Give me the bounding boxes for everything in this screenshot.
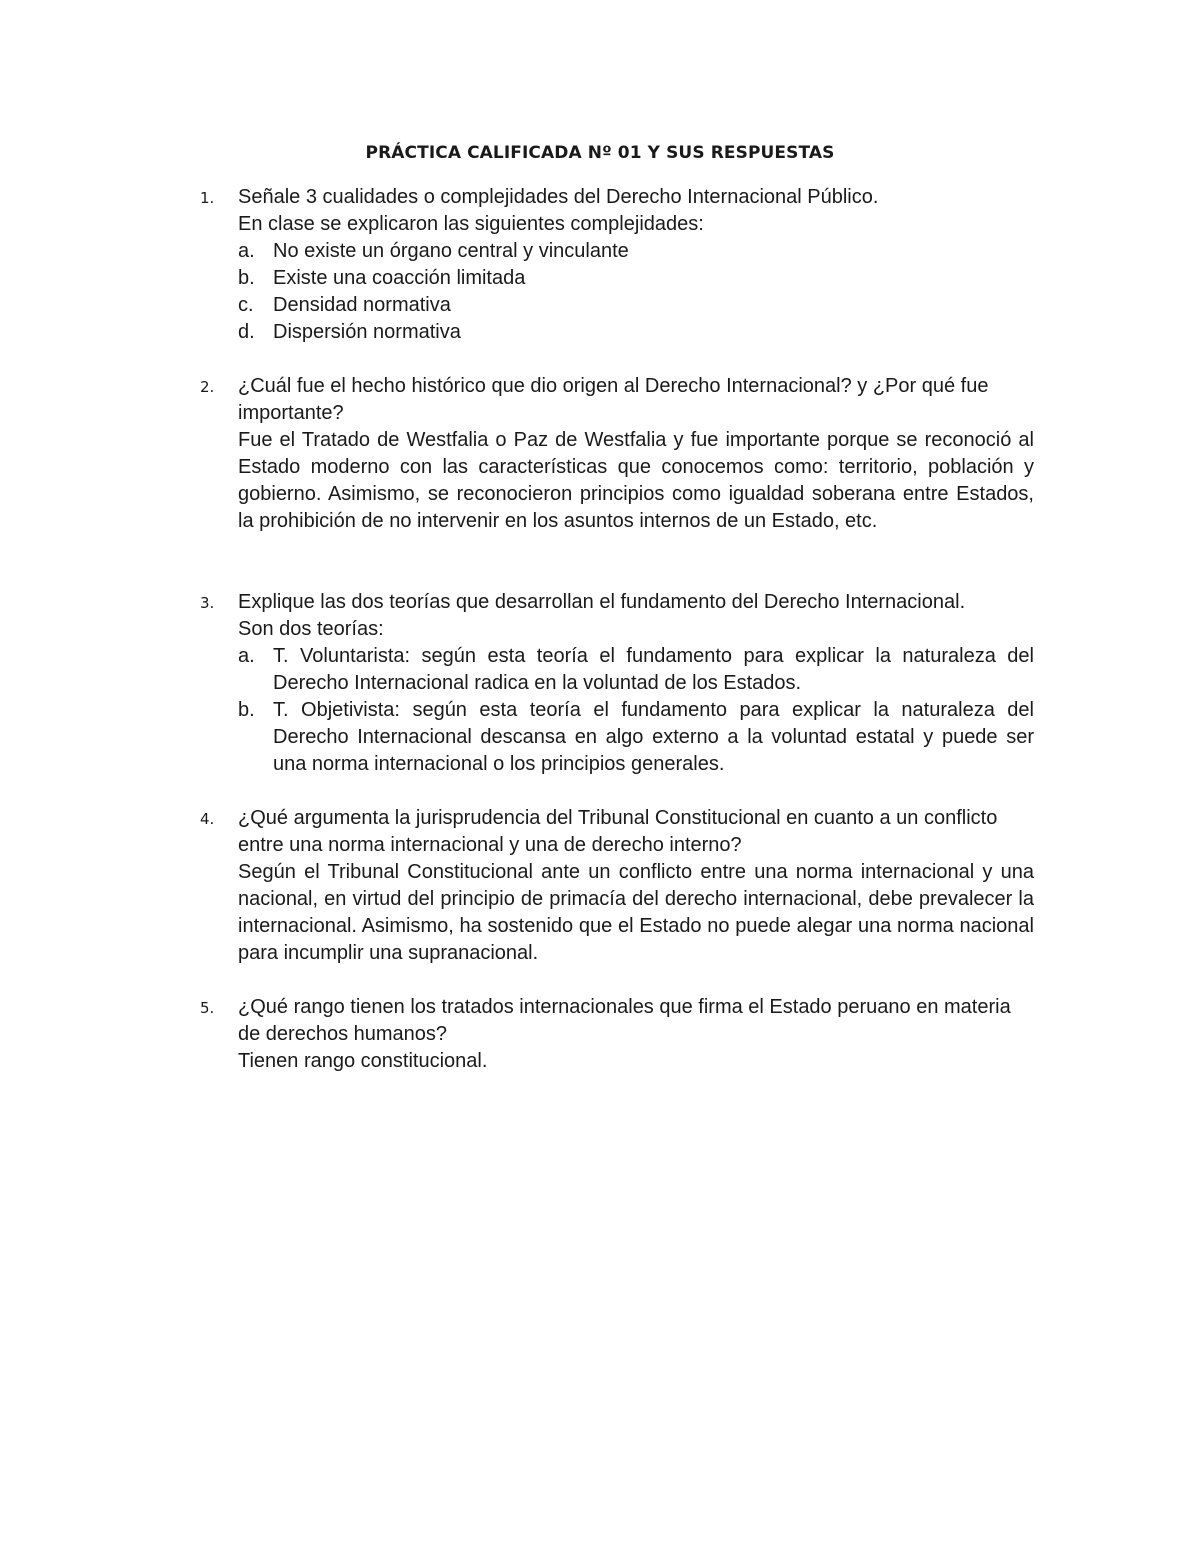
question-3 (200, 589, 1034, 778)
answer-intro: En clase se explicaron las siguientes complejidades: (238, 213, 704, 235)
question-2 (200, 373, 1034, 535)
question-body (238, 373, 1034, 535)
list-item-letter: b. (238, 267, 255, 289)
question-text: ¿Cuál fue el hecho histórico que dio origen al Derecho Internacional? y ¿Por qué fue importante? (238, 375, 989, 424)
list-item (238, 292, 1034, 319)
list-item (238, 265, 1034, 292)
list-item (238, 238, 1034, 265)
list-item-text: No existe un órgano central y vinculante (273, 240, 629, 262)
question-number: 5. (200, 999, 215, 1017)
list-item-text: Existe una coacción limitada (273, 267, 526, 289)
list-item-text: T. Objetivista: según esta teoría el fundamento para explicar la naturaleza del Derecho Internacional descansa en algo externo a la voluntad estatal y puede ser una norma internacional o los principios generales. (273, 699, 1034, 775)
document-title: PRÁCTICA CALIFICADA Nº 01 Y SUS RESPUESTAS (365, 143, 835, 163)
list-item-letter: d. (238, 321, 255, 343)
list-item-letter: b. (238, 699, 255, 721)
list-item-letter: a. (238, 645, 255, 667)
question-text: ¿Qué argumenta la jurisprudencia del Tribunal Constitucional en cuanto a un conflicto entre una norma internacional y una de derecho interno? (238, 807, 998, 856)
list-item (238, 643, 1034, 697)
question-body (238, 184, 1034, 346)
answer-list (238, 238, 1034, 346)
list-item-text: Dispersión normativa (273, 321, 461, 343)
question-text: Señale 3 cualidades o complejidades del Derecho Internacional Público. (238, 186, 879, 208)
answer-intro: Son dos teorías: (238, 618, 384, 640)
question-1 (200, 184, 1034, 346)
list-item-letter: c. (238, 294, 254, 316)
question-number: 1. (200, 189, 215, 207)
question-number: 3. (200, 594, 215, 612)
question-body (238, 994, 1034, 1075)
question-body (238, 805, 1034, 967)
question-5 (200, 994, 1034, 1075)
list-item-text: Densidad normativa (273, 294, 451, 316)
list-item (238, 319, 1034, 346)
list-item-text: T. Voluntarista: según esta teoría el fundamento para explicar la naturaleza del Derecho Internacional radica en la voluntad de los Estados. (273, 645, 1034, 694)
answer-text: Fue el Tratado de Westfalia o Paz de Westfalia y fue importante porque se reconoció al Estado moderno con las características que conocemos como: territorio, población y gobierno. Asimismo, se reconocieron principios como igualdad soberana entre Estados, la prohibición de no intervenir en los asuntos internos de un Estado, etc. (238, 429, 1034, 532)
list-item (238, 697, 1034, 778)
list-item-letter: a. (238, 240, 255, 262)
answer-list (238, 643, 1034, 778)
question-4 (200, 805, 1034, 967)
answer-text: Tienen rango constitucional. (238, 1050, 488, 1072)
question-number: 4. (200, 810, 215, 828)
answer-text: Según el Tribunal Constitucional ante un conflicto entre una norma internacional y una nacional, en virtud del principio de primacía del derecho internacional, debe prevalecer la internacional. Asimismo, ha sostenido que el Estado no puede alegar una norma nacional para incumplir una supranacional. (238, 861, 1034, 964)
question-text: Explique las dos teorías que desarrollan el fundamento del Derecho Internacional. (238, 591, 966, 613)
question-body (238, 589, 1034, 778)
question-text: ¿Qué rango tienen los tratados internacionales que firma el Estado peruano en materia de derechos humanos? (238, 996, 1011, 1045)
question-number: 2. (200, 378, 215, 396)
